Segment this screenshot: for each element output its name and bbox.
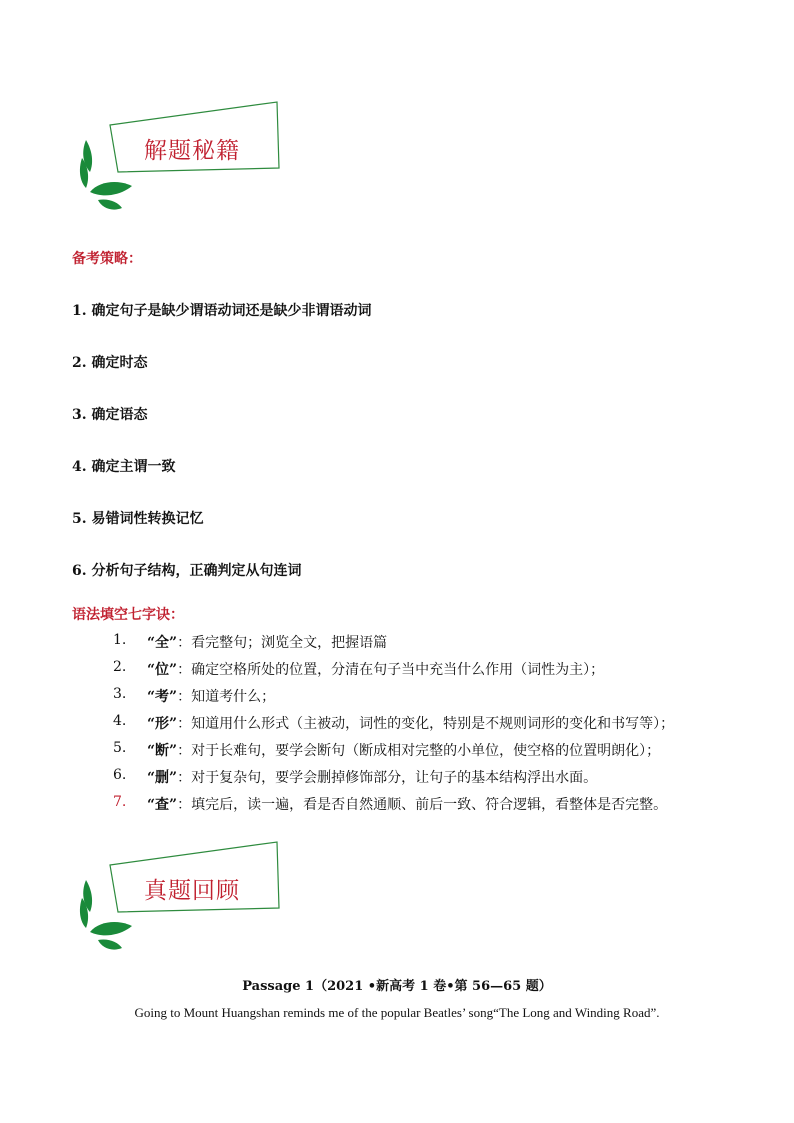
- strategy-item-2: 2. 确定时态: [72, 355, 148, 371]
- banner-title: 解题秘籍: [144, 138, 240, 164]
- strategy-item-6: 6. 分析句子结构，正确判定从句连词: [72, 563, 302, 579]
- rhyme-key: “考”: [147, 689, 178, 705]
- rhyme-key: “位”: [147, 662, 178, 678]
- rhyme-number: 1.: [113, 632, 127, 648]
- section-banner-review: [70, 840, 290, 955]
- rhyme-number: 3.: [113, 686, 127, 702]
- rhyme-text: ：对于复杂句，要学会删掉修饰部分，让句子的基本结构浮出水面。: [177, 770, 598, 786]
- banner-title: 真题回顾: [144, 878, 240, 904]
- rhyme-text: ：填完后，读一遍，看是否自然通顺、前后一致、符合逻辑，看整体是否完整。: [177, 797, 668, 813]
- rhyme-heading: 语法填空七字诀：: [72, 607, 184, 623]
- strategy-item-3: 3. 确定语态: [72, 407, 148, 423]
- rhyme-number: 5.: [113, 740, 127, 756]
- rhyme-key: “删”: [147, 770, 178, 786]
- rhyme-key: “查”: [147, 797, 178, 813]
- strategy-heading: 备考策略：: [72, 251, 142, 267]
- rhyme-text: ：看完整句；浏览全文，把握语篇: [177, 635, 388, 651]
- rhyme-number: 4.: [113, 713, 127, 729]
- rhyme-text: ：对于长难句，要学会断句（断成相对完整的小单位，使空格的位置明朗化）；: [177, 743, 661, 759]
- rhyme-key: “断”: [147, 743, 178, 759]
- rhyme-number: 7.: [113, 794, 127, 810]
- strategy-item-1: 1. 确定句子是缺少谓语动词还是缺少非谓语动词: [72, 303, 372, 319]
- strategy-item-4: 4. 确定主谓一致: [72, 459, 176, 475]
- rhyme-key: “全”: [147, 635, 178, 651]
- rhyme-number: 6.: [113, 767, 127, 783]
- rhyme-text: ：知道考什么；: [177, 689, 276, 705]
- rhyme-key: “形”: [147, 716, 178, 732]
- section-banner-tips: [70, 100, 290, 215]
- rhyme-number: 2.: [113, 659, 127, 675]
- rhyme-text: ：知道用什么形式（主被动，词性的变化，特别是不规则词形的变化和书写等）；: [177, 716, 675, 732]
- rhyme-text: ：确定空格所处的位置，分清在句子当中充当什么作用（词性为主）；: [177, 662, 605, 678]
- strategy-item-5: 5. 易错词性转换记忆: [72, 511, 204, 527]
- passage-title: Passage 1（2021 •新高考 1 卷•第 56—65 题）: [242, 979, 552, 994]
- passage-first-line: Going to Mount Huangshan reminds me of the popular Beatles’ song“The Long and Winding Road”.: [134, 1005, 660, 1020]
